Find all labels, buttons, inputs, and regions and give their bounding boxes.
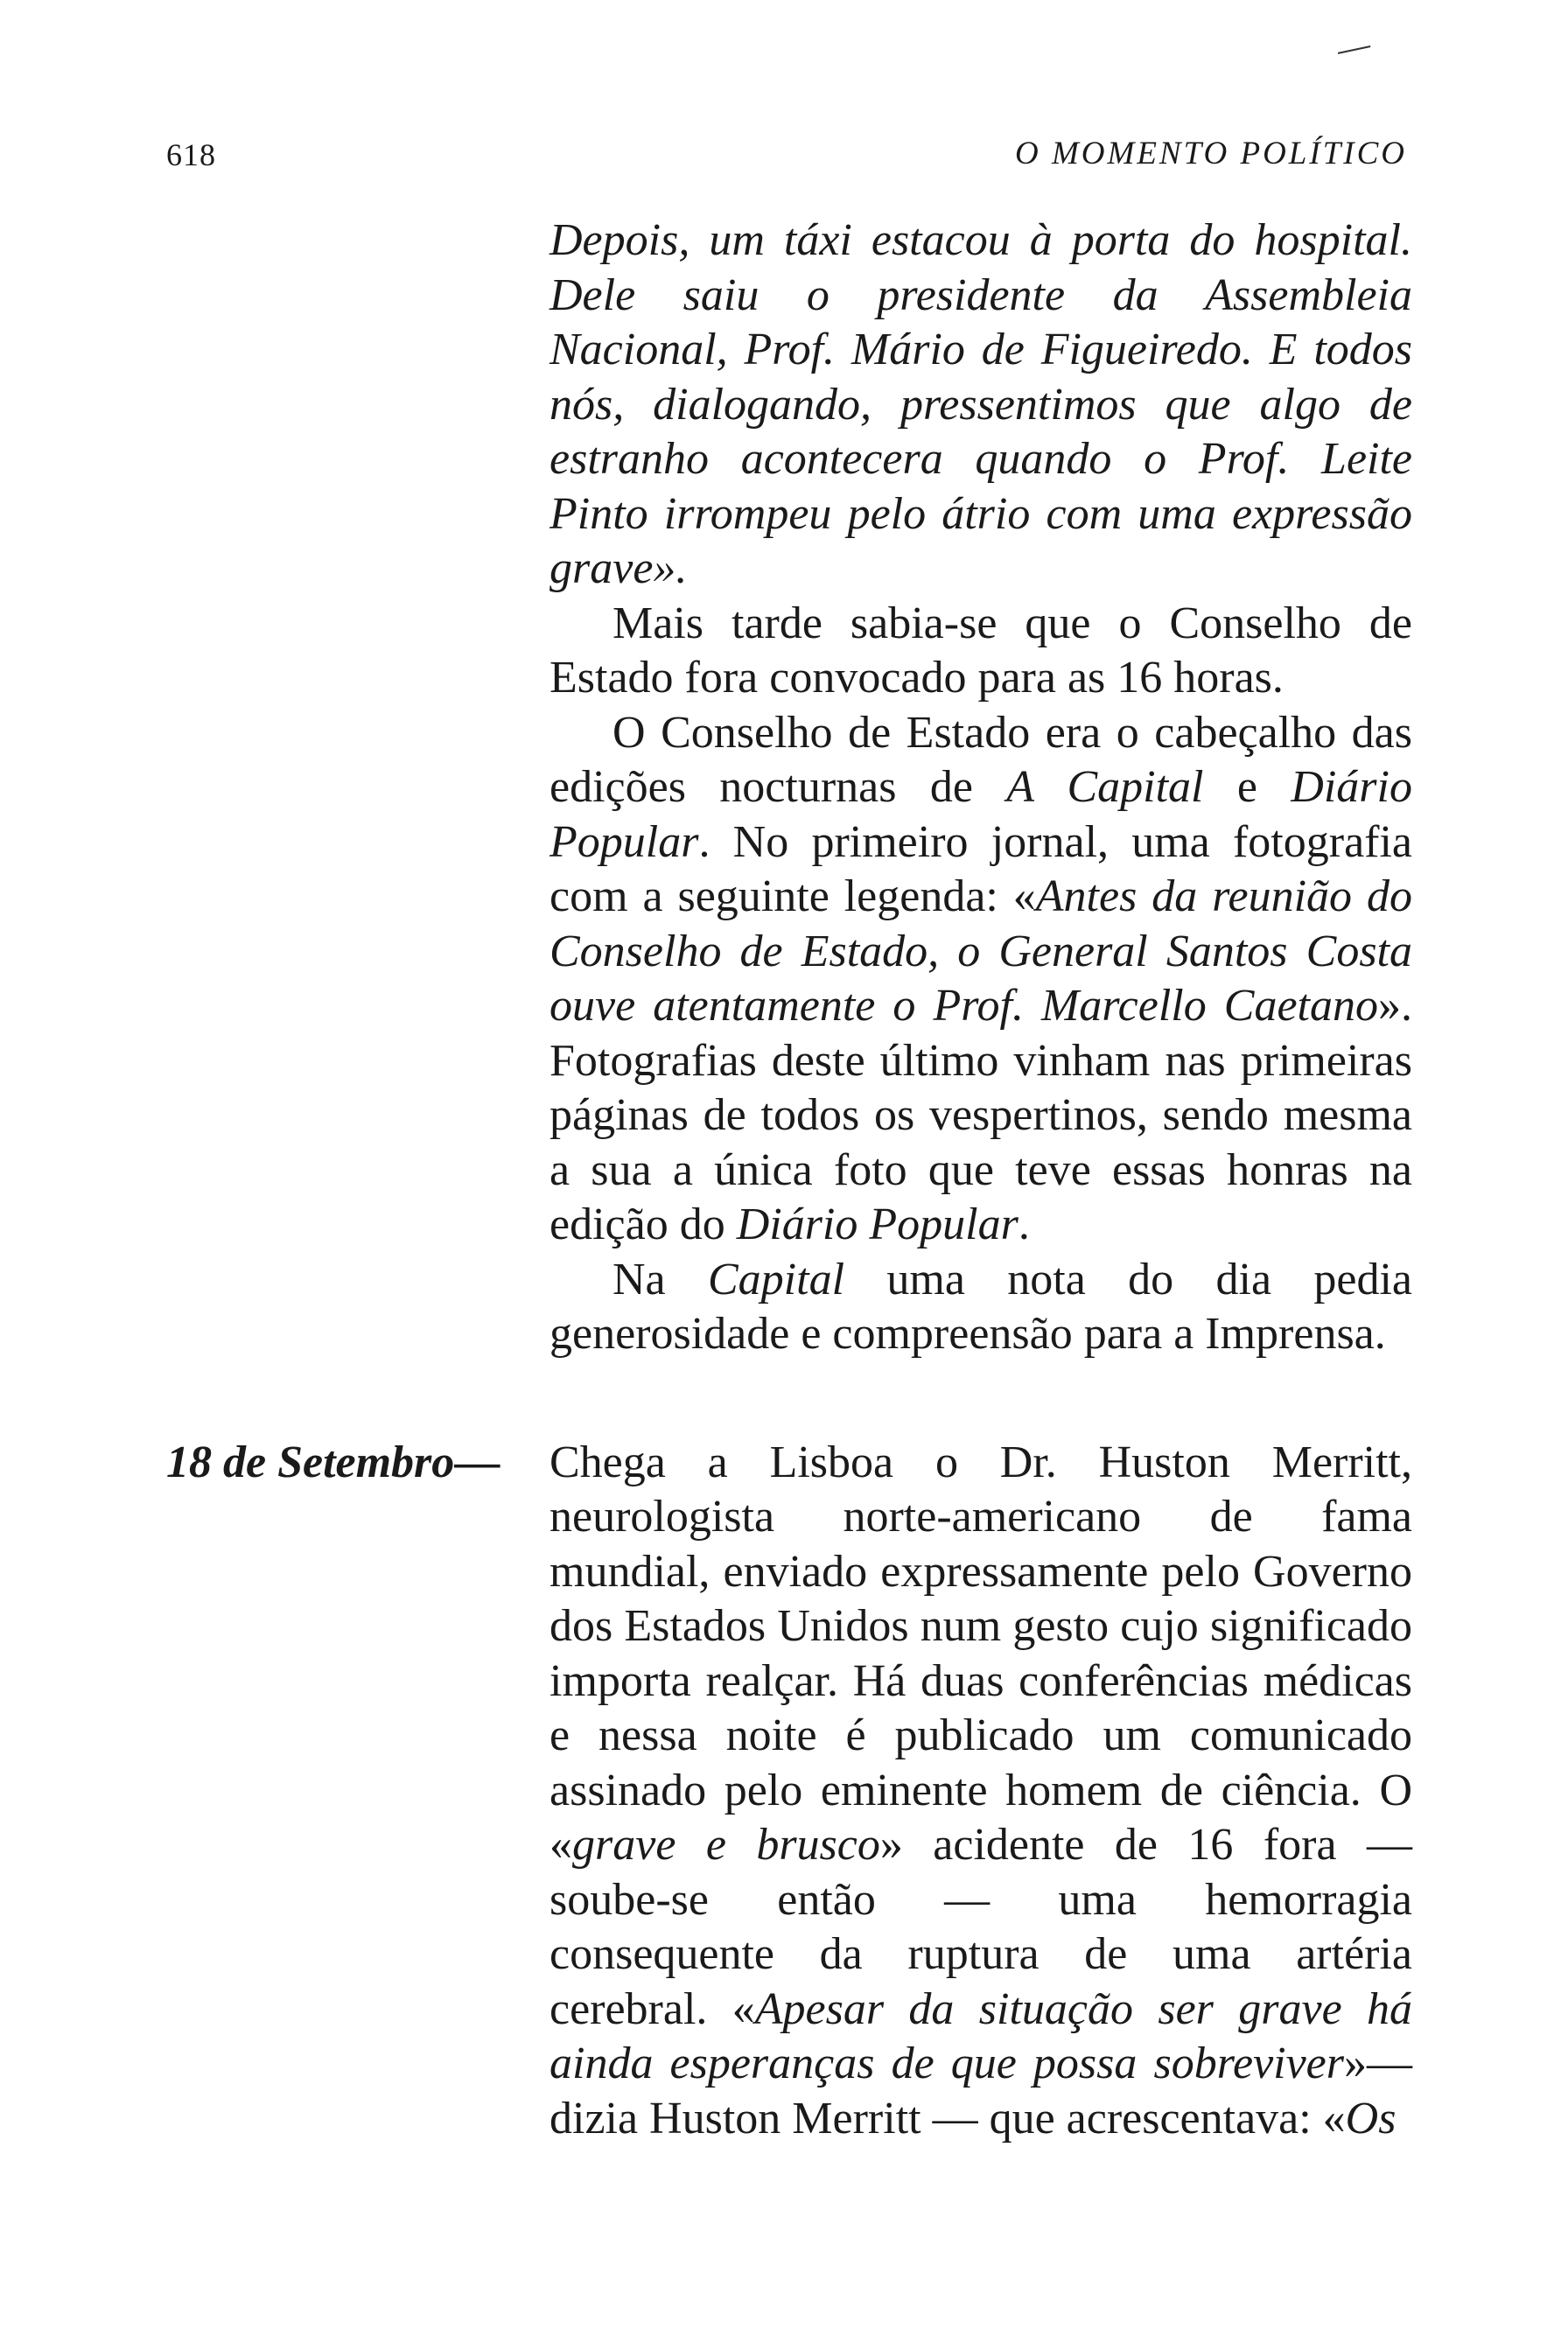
text-run: » acidente de 16 fora — soube-se então — uma hemorragia consequente da ruptura de uma artéria cerebral. « [550,1820,1412,2034]
text-run: »—dizia Huston Merritt — que acrescentava: « [550,2039,1412,2144]
page-number: 618 [166,137,216,172]
running-head: O MOMENTO POLÍTICO [1014,136,1407,171]
paragraph [550,1253,1412,1362]
text-run: e [1203,762,1292,812]
page-header [0,131,1568,184]
italic-run: grave e brusco [572,1820,880,1870]
italic-run: Apesar da situação ser grave há ainda esperanças de que possa sobreviver [550,1983,1412,2088]
text-run: ». Fotografias deste último vinham nas primeiras páginas de todos os vespertinos, sendo mesma a sua a única foto que teve essas honras na edição do [550,981,1412,1249]
dated-entry-text [550,1436,1412,2147]
ink-mark [1337,40,1371,54]
italic-run: Diário Popular [550,762,1412,867]
dated-entry [166,1436,1412,2147]
italic-run: Diário Popular [736,1199,1018,1249]
text-run: uma nota do dia pedia generosidade e compreensão para a Imprensa. [550,1254,1412,1359]
paragraph: Mais tarde sabia-se que o Conselho de Estado fora convocado para as 16 horas. [550,598,1412,703]
text-run: O Conselho de Estado era o cabeçalho das edições nocturnas de [550,707,1412,812]
paragraph [550,706,1412,1253]
italic-run: Capital [708,1254,845,1304]
section-gap [550,1362,1412,1436]
date-label: 18 de Setembro— [166,1437,500,1487]
text-run: Na [612,1254,708,1304]
italic-run: Antes da reunião do Conselho de Estado, o General Santos Costa ouve atentamente o Prof. Marcello Caetano [550,871,1412,1031]
text-run: . No primeiro jornal, uma fotografia com a seguinte legenda: « [550,816,1412,921]
text-run: Chega a Lisboa o Dr. Huston Merritt, neurologista norte-americano de fama mundial, enviado expressamente pelo Governo dos Estados Unidos num gesto cujo significado importa realçar. Há duas conferências médicas e nessa noite é publicado um comunicado assinado pelo eminente homem de ciência. O « [550,1437,1412,1870]
paragraph-quote: Depois, um táxi estacou à porta do hospital. Dele saiu o presidente da Assembleia Nacional, Prof. Mário de Figueiredo. E todos nós, dialogando, pressentimos que algo de estranho acontecera quando o Prof. Leite Pinto irrompeu pelo átrio com uma expressão grave». [550,215,1412,593]
body-text [166,213,1412,2146]
italic-run: Os [1345,2093,1396,2144]
text-run: . [1018,1199,1030,1249]
italic-run: A Capital [1006,762,1204,812]
